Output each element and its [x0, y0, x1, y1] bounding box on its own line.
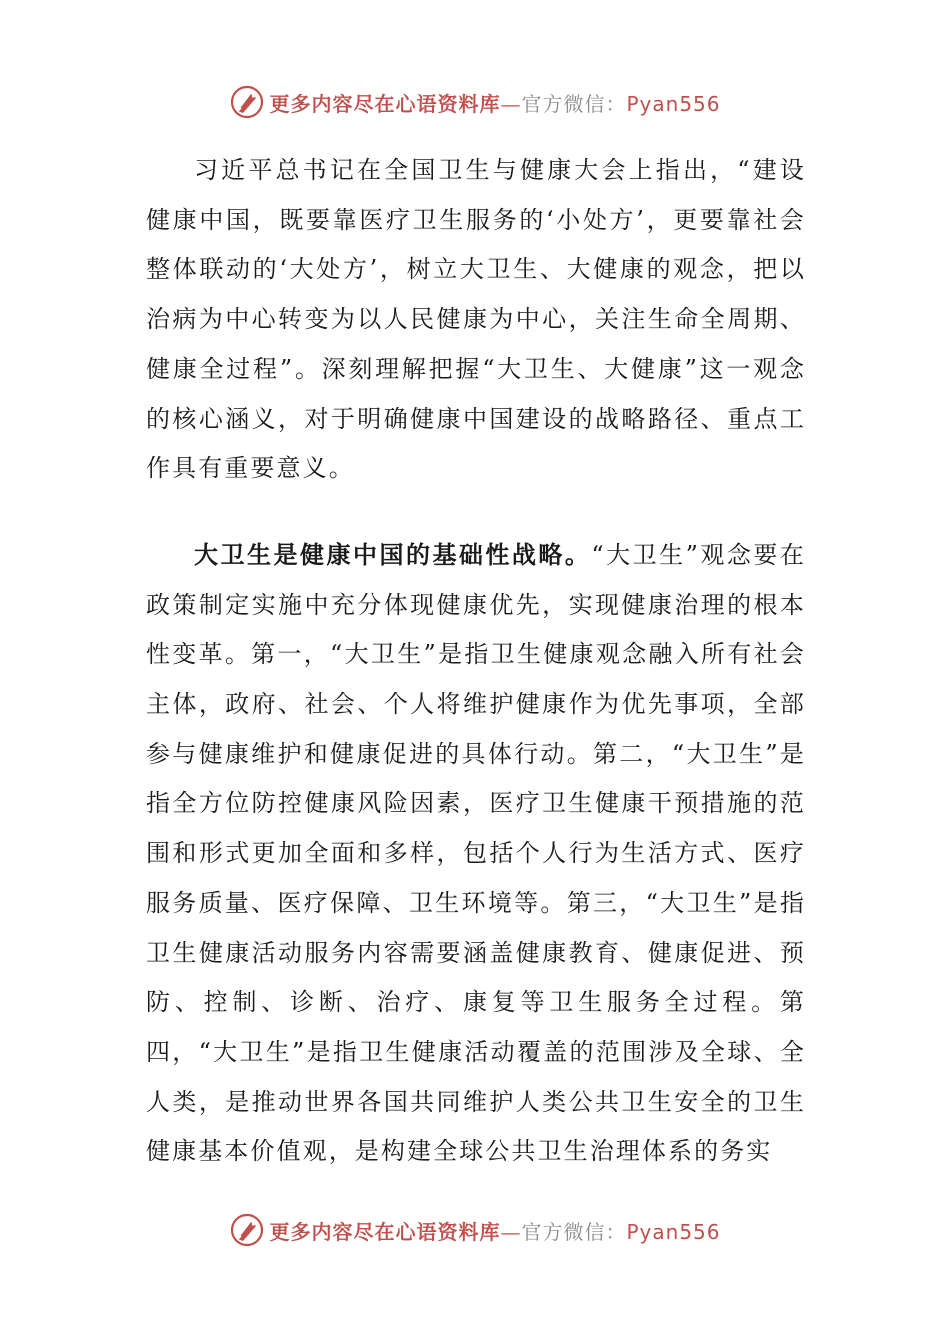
banner-text	[269, 88, 720, 117]
banner-dash: —	[500, 91, 522, 116]
banner-wechat-label: 官方微信：	[521, 1219, 627, 1244]
banner-wechat-handle: Pyan556	[626, 91, 721, 116]
banner-wechat-label: 官方微信：	[521, 91, 627, 116]
paragraph-intro: 习近平总书记在全国卫生与健康大会上指出，“建设健康中国，既要靠医疗卫生服务的‘小处方’，更要靠社会整体联动的‘大处方’，树立大卫生、大健康的观念，把以治病为中心转变为以人民健康为中心，关注生命全周期、健康全过程”。深刻理解把握“大卫生、大健康”这一观念的核心涵义，对于明确健康中国建设的战略路径、重点工作具有重要意义。	[146, 156, 806, 483]
footer-banner	[0, 1208, 950, 1252]
banner-slogan: 更多内容尽在心语资料库	[269, 1219, 501, 1244]
banner-wechat-handle: Pyan556	[626, 1219, 721, 1244]
document-body	[146, 146, 806, 1177]
banner-text	[269, 1216, 720, 1245]
paragraph-lead-sentence: 大卫生是健康中国的基础性战略。	[194, 539, 592, 569]
header-banner	[0, 80, 950, 124]
pen-nib-logo-icon	[229, 1212, 265, 1248]
banner-slogan: 更多内容尽在心语资料库	[269, 91, 501, 116]
paragraph-body-text: “大卫生”观念要在政策制定实施中充分体现健康优先，实现健康治理的根本性变革。第一，“大卫生”是指卫生健康观念融入所有社会主体，政府、社会、个人将维护健康作为优先事项，全部参与健康维护和健康促进的具体行动。第二，“大卫生”是指全方位防控健康风险因素，医疗卫生健康干预措施的范围和形式更加全面和多样，包括个人行为生活方式、医疗服务质量、医疗保障、卫生环境等。第三，“大卫生”是指卫生健康活动服务内容需要涵盖健康教育、健康促进、预防、控制、诊断、治疗、康复等卫生服务全过程。第四，“大卫生”是指卫生健康活动覆盖的范围涉及全球、全人类，是推动世界各国共同维护人类公共卫生安全的卫生健康基本价值观，是构建全球公共卫生治理体系的务实	[146, 540, 806, 1166]
banner-dash: —	[500, 1219, 522, 1244]
paragraph-big-health	[146, 530, 806, 1177]
pen-nib-logo-icon	[229, 84, 265, 120]
